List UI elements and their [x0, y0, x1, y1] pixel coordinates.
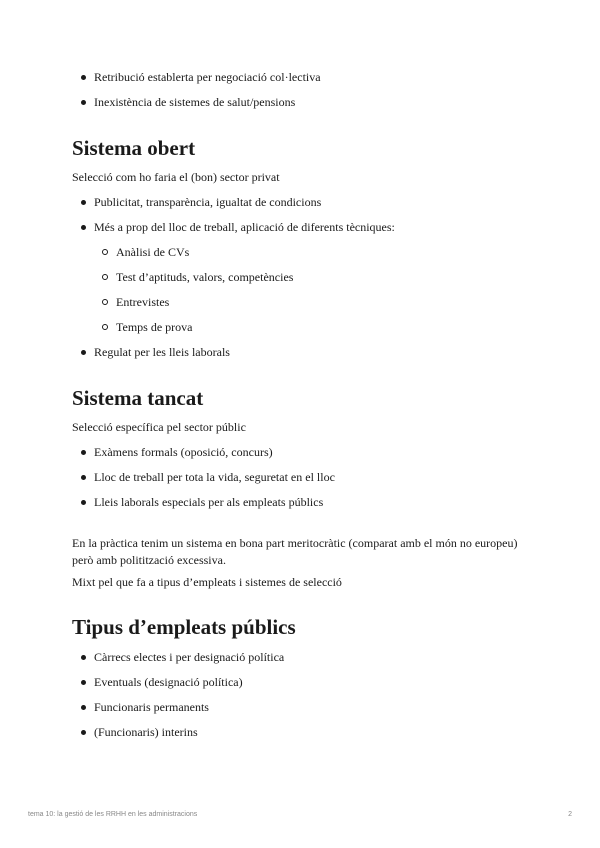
obert-bullet-list: [72, 195, 542, 360]
list-item: Lleis laborals especials per als empleats públics: [72, 495, 542, 510]
sub-list-item: Entrevistes: [94, 295, 542, 310]
footer-title: tema 10: la gestió de les RRHH en les administracions: [28, 811, 198, 818]
list-item: (Funcionaris) interins: [72, 725, 542, 740]
top-bullet-list: [72, 70, 542, 110]
sub-list-item: Temps de prova: [94, 320, 542, 335]
tipus-bullet-list: [72, 650, 542, 740]
heading-sistema-tancat: Sistema tancat: [72, 386, 204, 410]
page-footer: [28, 811, 572, 818]
sub-list-item: Anàlisi de CVs: [94, 245, 542, 260]
tancat-bullet-list: [72, 445, 542, 510]
techniques-sub-list: [94, 245, 542, 335]
sub-list-item: Test d’aptituds, valors, competències: [94, 270, 542, 285]
obert-intro: Selecció com ho faria el (bon) sector privat: [72, 170, 280, 184]
paragraph-mixt: Mixt pel que fa a tipus d’empleats i sistemes de selecció: [72, 575, 342, 589]
list-item: Inexistència de sistemes de salut/pensions: [72, 95, 542, 110]
tancat-intro: Selecció específica pel sector públic: [72, 420, 246, 434]
list-item: [72, 220, 542, 335]
list-item: Lloc de treball per tota la vida, seguretat en el lloc: [72, 470, 542, 485]
heading-sistema-obert: Sistema obert: [72, 136, 196, 160]
list-item: Retribució establerta per negociació col·lectiva: [72, 70, 542, 85]
list-item: Exàmens formals (oposició, concurs): [72, 445, 542, 460]
paragraph-meritocratic: En la pràctica tenim un sistema en bona part meritocràtic (comparat amb el món no europeu) però amb politització excessiva.: [72, 536, 518, 567]
document-page: [72, 70, 542, 750]
list-item: Funcionaris permanents: [72, 700, 542, 715]
page-number: 2: [568, 811, 572, 818]
list-item: Càrrecs electes i per designació política: [72, 650, 542, 665]
list-item: Eventuals (designació política): [72, 675, 542, 690]
heading-tipus-empleats: Tipus d’empleats públics: [72, 615, 296, 639]
list-item-text: Més a prop del lloc de treball, aplicació de diferents tècniques:: [94, 220, 395, 234]
list-item: Regulat per les lleis laborals: [72, 345, 542, 360]
list-item: Publicitat, transparència, igualtat de condicions: [72, 195, 542, 210]
